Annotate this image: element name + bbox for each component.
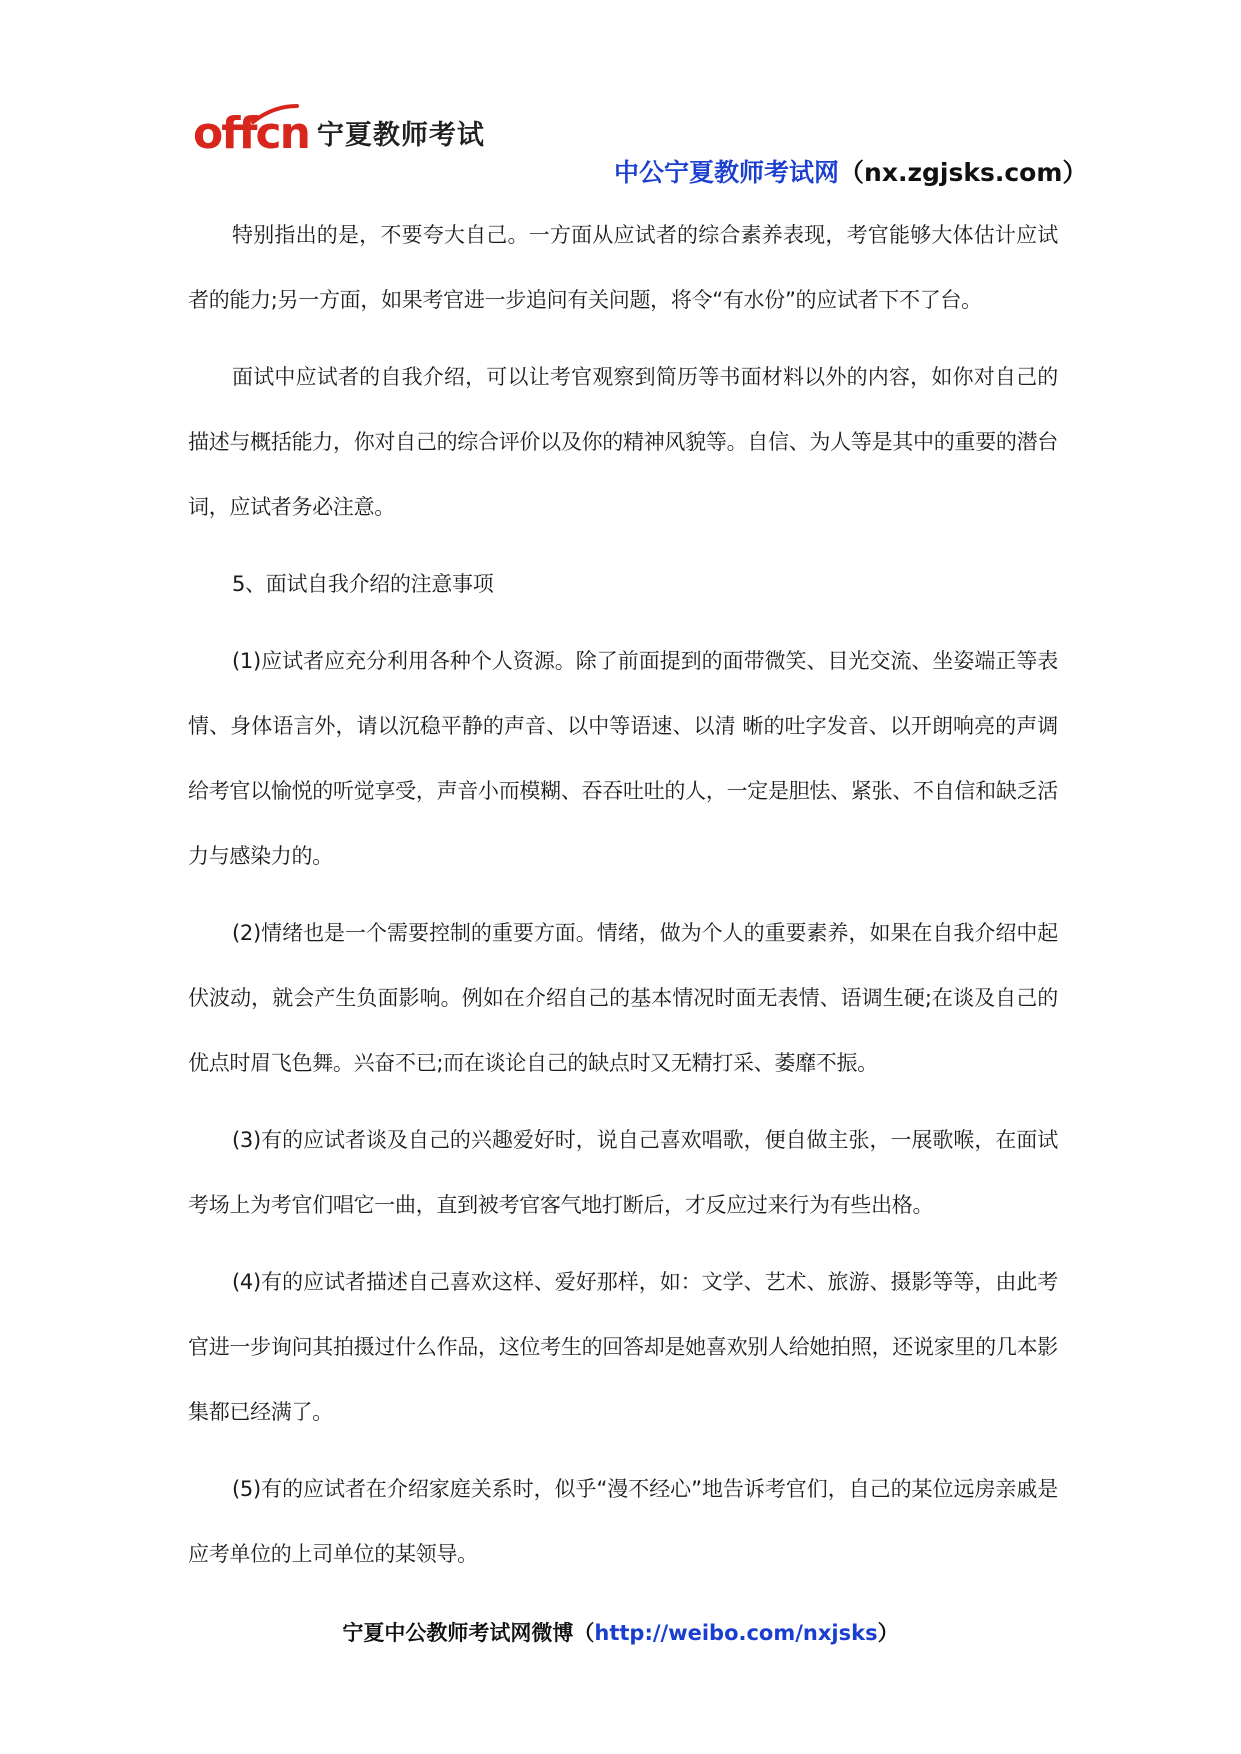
logo-subtitle: 宁夏教师考试: [316, 120, 485, 151]
site-domain[interactable]: nx.zgjsks.com: [864, 158, 1063, 187]
logo-brand-text: [193, 108, 309, 159]
logo-brand: offcn: [193, 108, 309, 159]
article-body: [188, 203, 1058, 1599]
section-heading: 5、面试自我介绍的注意事项: [232, 572, 494, 596]
offcn-logo: [193, 108, 485, 159]
paragraph-item-1: (1)应试者应充分利用各种个人资源。除了前面提到的面带微笑、目光交流、坐姿端正等表情、身体语言外，请以沉稳平静的声音、以中等语速、以清 晰的吐字发音、以开朗响亮的声调给考官以愉悦的听觉享受，声音小而模糊、吞吞吐吐的人，一定是胆怯、紧张、不自信和缺乏活力与感染力的。: [188, 649, 1058, 868]
site-header-link[interactable]: [614, 158, 1087, 188]
footer-weibo-name: 宁夏中公教师考试网微博: [342, 1621, 574, 1645]
logo-swoosh-icon: [251, 104, 299, 124]
site-open-paren: （: [839, 158, 865, 187]
footer-close-paren: ）: [877, 1621, 899, 1645]
paragraph-2: 面试中应试者的自我介绍，可以让考官观察到简历等书面材料以外的内容，如你对自己的描述与概括能力，你对自己的综合评价以及你的精神风貌等。自信、为人等是其中的重要的潜台词，应试者务必注意。: [188, 365, 1058, 519]
paragraph-item-2: (2)情绪也是一个需要控制的重要方面。情绪，做为个人的重要素养，如果在自我介绍中起伏波动，就会产生负面影响。例如在介绍自己的基本情况时面无表情、语调生硬;在谈及自己的优点时眉飞色舞。兴奋不已;而在谈论自己的缺点时又无精打采、萎靡不振。: [188, 921, 1058, 1075]
footer-weibo: [0, 1618, 1241, 1648]
paragraph-item-4: (4)有的应试者描述自己喜欢这样、爱好那样，如：文学、艺术、旅游、摄影等等，由此考官进一步询问其拍摄过什么作品，这位考生的回答却是她喜欢别人给她拍照，还说家里的几本影集都已经满了。: [188, 1270, 1058, 1424]
paragraph-1: 特别指出的是，不要夸大自己。一方面从应试者的综合素养表现，考官能够大体估计应试者的能力;另一方面，如果考官进一步追问有关问题，将令“有水份”的应试者下不了台。: [188, 223, 1058, 312]
paragraph-item-3: (3)有的应试者谈及自己的兴趣爱好时，说自己喜欢唱歌，便自做主张，一展歌喉，在面试考场上为考官们唱它一曲，直到被考官客气地打断后，才反应过来行为有些出格。: [188, 1128, 1058, 1217]
paragraph-item-5: (5)有的应试者在介绍家庭关系时，似乎“漫不经心”地告诉考官们，自己的某位远房亲戚是应考单位的上司单位的某领导。: [188, 1477, 1058, 1566]
site-name[interactable]: 中公宁夏教师考试网: [614, 158, 840, 187]
footer-open-paren: （: [573, 1621, 595, 1645]
footer-weibo-link[interactable]: http://weibo.com/nxjsks: [594, 1621, 878, 1645]
site-close-paren: ）: [1062, 158, 1088, 187]
